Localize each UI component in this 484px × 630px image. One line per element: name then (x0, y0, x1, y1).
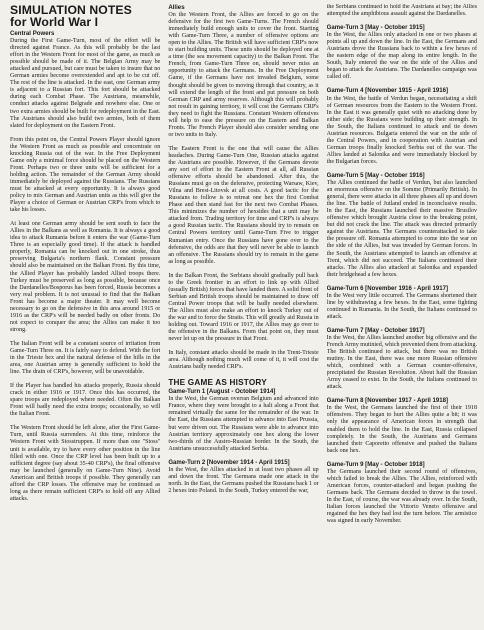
paragraph: During the First Game-Turn, most of the effort will be directed against France. As this will probably be the last effort in the Western Front for most of the game, as much as possible should be made of it. The Belgian Army may be attacked and pursued, but care must be taken to insure that no German armies become overextended and apt to be cut off. The rest of the line is attacked. In the east, one German army is adjacent to a Russian fort. This fort should be attacked during each Combat Phase. The Austrians, meanwhile, conduct attacks against Belgrade and nowhere else. One or two extra armies should be built for redeployment in the East. The Austrians should also build two armies, both of them slated for deployment on the Eastern Front. (10, 38, 161, 129)
heading-allies: Allies (168, 4, 185, 11)
paragraph: the Serbians continued to hold the Austrians at bay; the Allies attempted the amphibious assault against the Dardanelles. (326, 4, 477, 18)
article-title-line2: for World War I (10, 15, 99, 29)
game-turn-text: In the West very little occurred. The Germans shortened their line by withdrawing a few hexes. In the East, some fighting continued in Rumania. In the South, the Italians continued to attack. (326, 292, 477, 320)
paragraph: From this point on, the Central Powers Player should ignore the Western Front as much as possible and concentrate on knocking Russia out of the war. In the Free Deployment Game only a minimal force should be placed on the Western Front. Perhaps two or three units will be sufficient for a holding action. The remainder of the German Army should immediately be deployed against the Russians. The Russians must be attacked at every opportunity. It is always good policy to mix German and Austrian units as this will give the Player a choice of German or Austrian CRP's from which to take his losses. (10, 136, 161, 214)
game-turn-heading: Game-Turn 4 [November 1915 - April 1916] (326, 88, 448, 95)
article-title-line1: SIMULATION NOTES (10, 3, 132, 17)
game-turn-text: In the West, the Allies only attacked in one or two phases at points all up and down the line. In the East, the Germans and Austrians drove the Russians back to within a few hexes of the eastern edge of the map along its entire length. In the South, Italy entered the war on the side of the Allies and began to attack the Austrians. The Dardanelles campaign was called off. (326, 32, 477, 81)
section-heading-game-as-history: THE GAME AS HISTORY (168, 378, 267, 388)
game-turn-text: In the West, the battle of Verdun began, necessitating a shift of German resources from the Eastern to the Western Front. In the East it was generally quiet with no attacking done by either side; the Russians were building up their strength. In the South, the Italians continued to attack and tie down Austrian resources. Bulgaria entered the war on the side of the Central Powers, and in cooperation with Austrian and German troops finally knocked Serbia out of the war. The Allies landed at Salonika and were immediately blocked by the Bulgarian forces. (326, 95, 477, 165)
game-turn-heading: Game-Turn 5 [May - October 1916] (326, 172, 425, 179)
paragraph: The Italian Front will be a constant source of irritation from Game-Turn Three on. It is fairly easy to defend. With the fort in the Trieste hex and the natural defense of the hills in the area, one Austrian army is generally sufficient to hold the line. The drain of CRP's, however, will be unavoidable. (10, 340, 161, 376)
paragraph: The Western Front should be left alone, after the First Game-Turn, until Russia surrenders. At this time, reinforce the Western Front with Stosstruppen. If more than one "Stoss" unit is available, try to have every other position in the line filled with one. Once the CRP level has been built up to a sufficient degree (say about 35-40 CRP's), the final offensive may be launched (generally on Game-Turn Nine). Avoid American and British troops if possible. They generally can afford the CRP losses. The offensive may be continued as long as there remain sufficient CRP's to hold off any Allied attacks. (10, 425, 161, 502)
column-2 (168, 4, 318, 630)
paragraph: In Italy, constant attacks should be made in the Trent-Trieste area. Although nothing much will come of it, it will cost the Austrians badly needed CRP's. (168, 350, 319, 371)
paragraph: At least one German army should be sent south to face the Allies in the Balkans as well as Romania. It is always a good idea to attack Rumania before it enters the war (Game-Turn Three is an especially good time). If the attack is handled properly, Romania can be knocked out in one stroke, thus preserving Bulgaria's northern flank. Constant pressure should also be maintained on the Balkan Front. By this time, the Allied Player has probably landed Allied troops there. Turkey must be preserved as long as possible, because once the Dardanelles/Bosporus has been forced, Russia becomes a very real problem. It is not unusual to find that the Balkan Front has become a major theater. It may well become necessary to go on the defensive in this area around 1915 or 1916 as the CRP's will be needed badly on other fronts. Do not expect to conquer the area; the Allies can make it too strong. (10, 221, 161, 333)
paragraph: In the Balkan Front, the Serbians should gradually pull back to the Greek frontier in an effort to link up with Allied (usually British) forces that have landed there. A solid front of Serbian and British troops should be maintained to draw off Central Power troops that will be badly needed elsewhere. The Allies must also make an effort to knock Turkey out of the war and to force the Straits. This will greatly aid Russia in holding out. Toward 1916 or 1917, the Allies may go over to the offensive in the Balkans. From that point on, they must never let up on the pressure in that Front. (168, 272, 319, 343)
game-turn-text: In the West, the Germans launched the first of their 1918 offensives. They began to hurt the Allies quite a bit; it was only the appearance of American forces in strength that enabled them to hold the line. In the East, Russia collapsed completely. In the South, the Austrians and Germans launched their Caporetto offensive and pushed the Italians back one hex. (326, 405, 477, 454)
game-turn-text: In the West, the German overran Belgium and advanced into France, where they were brought to a halt along a Front that remained virtually the same for the remainder of the war. In the East, the Russians attempted to advance into East Prussia, but were driven out. The Russians were able to advance into Austrian territory approximately one hex along the lower two-thirds of the Austro-Russian border. In the South, the Austrians unsuccessfully attacked Serbia. (168, 396, 319, 452)
column-3 (327, 4, 477, 630)
paragraph: On the Western Front, the Allies are forced to go on the defensive for the first two Game-Turns. The French should immediately build enough units to cover the front. Starting with Game-Turn Three, a number of offensive options are open to the Allies. The British will have sufficient CRP's now to start building units. These units should be deployed one at a time (the sea movement capacity) to the Balkan Front. The French, from Game-Turn Three on, should never miss an opportunity to attack the Germans. In the Free Deployment Game, if the Germans have not invaded Belgium, some thought should be given to moving through that country, as it will extend the length of the front and put pressure on both German CRP and army reserves. Although this will probably not result in gaining territory, it will cost the Germans CRP's they need to fight the Russians. Constant Western offensives will help to ease the pressure on the Eastern and Balkan Fronts. The French Player should also consider sending one or two units to Italy. (168, 12, 319, 138)
game-turn-heading: Game-Turn 1 [August - October 1914] (168, 389, 276, 396)
paragraph: The Eastern Front is the one that will cause the Allies headaches. During Game-Turn One, Russian attacks against the Austrians are possible. However, if the Germans devote any sort of effort to the Eastern Front at all, all Russian offensive efforts should be abandoned. After this, the Russians must go on the defensive, protecting Warsaw, Kiev, Vilna and Brest-Litovsk at all costs. A good tactic for the Russians to follow is to retreat one hex the first Combat Phase and then stand fast for the next two Combat Phases. This minimizes the number of hexsides that a unit may be attacked from. Trading territory for time and CRP's is always a good Russian tactic. The Russians should try to remain on Central Powers territory until Game-Turn Five to trigger Rumanian entry. Once the Russians have gone over to the defensive, the odds are that they will never be able to launch an offensive. The Russians should try to remain in the game as long as possible. (168, 145, 319, 265)
article-columns (10, 4, 477, 630)
game-turn-text: The Allies continued the battle of Verdun, but also launched an enormous offensive on the Somme (Primarily British). In general, there were attacks in all three phases all up and down the line. The battle of Jutland ended in inconclusive results. In the East, the Russians launched their massive Brusilov offensive which brought Austria close to the breaking point, but did not crack the line. The attack was directed primarily against the Austrians. The Germans counterattacked to take the pressure off. Romania attempted to come into the war on the side of the Allies, but was invaded by German forces. In the South, the Austrians attempted to launch an offensive at Trent, which did not succeed. The Italians continued their attacks. The Allies also attacked at Salonika and expanded their bridgehead a few hexes. (326, 180, 477, 278)
game-turn-heading: Game-Turn 2 [November 1914 - April 1915] (168, 459, 290, 466)
game-turn-text: In the West, the Allies attacked in at least two phases all up and down the front. The Germans made one attack in the north. In the East, the Germans pushed the Russians back 1 or 2 hexes into Poland. In the South, Turkey entered the war, (168, 466, 319, 494)
game-turn-heading: Game-Turn 8 [November 1917 - April 1918] (326, 398, 448, 405)
column-1 (10, 4, 160, 630)
game-turn-heading: Game-Turn 7 [May - October 1917] (326, 327, 425, 334)
game-turn-heading: Game-Turn 3 [May - October 1915] (326, 25, 425, 32)
game-turn-text: In the West, the Allies launched another big offensive and the French Army mutinied, which prevented them from attacking. The British continued to attack, but there was no British mutiny. In the East, there was one more Russian offensive which, combined with a German counter-offensive, precipitated the Russian Revolution. About half the Russian Army ceased to exist. In the South, the Italians continued to attack. (326, 334, 477, 391)
game-turn-heading: Game-Turn 9 [May - October 1918] (326, 461, 425, 468)
paragraph: If the Player has handled his attacks properly, Russia should crack in either 1916 or 1917. Once this has occurred, the spare troops are redeployed where needed. Often the Balkan Front will badly need the extra troops; occasionally, so will the Italian Front. (10, 383, 161, 418)
game-turn-text: The Germans launched their second round of offensives, which failed to break the Allies. The Allies, reinforced with American forces, counter-attacked and began pushing the Germans back. The Germans decided to throw in the towel. In the East, of course, the war was already over. In the South, Italian forces launched the Vittorio Veneto offensive and regained the hex they had lost the turn before. The armistice was signed in early November. (326, 468, 477, 525)
heading-central-powers: Central Powers (10, 30, 55, 37)
article-header (10, 4, 158, 28)
game-turn-heading: Game-Turn 6 [November 1916 - April 1917] (326, 285, 448, 292)
